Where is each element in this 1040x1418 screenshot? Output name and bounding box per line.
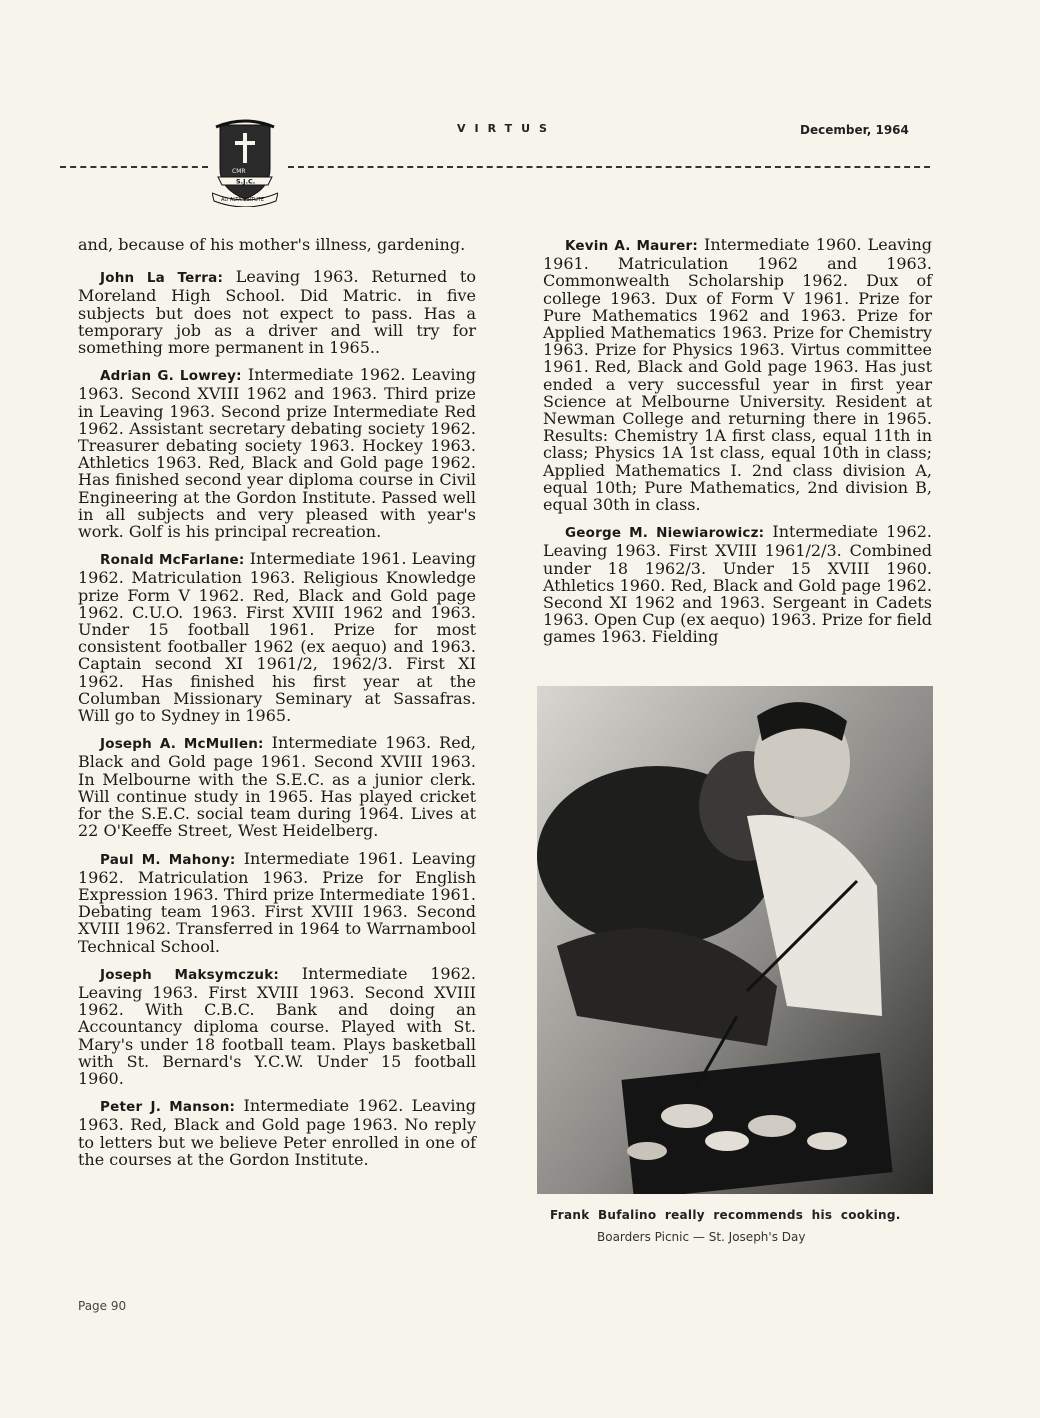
entry-paragraph: Kevin A. Maurer: Intermediate 1960. Leaving 1961. Matriculation 1962 and 1963. Commonwealth Scholarship 1962. Dux of college 1963. Dux of Form V 1961. Prize for Pure Mathematics 1962 and 1963. Prize for Applied Mathematics 1963. Prize for Chemistry 1963. Prize for Physics 1963. Virtus committee 1961. Red, Black and Gold page 1963. Has just ended a very successful year in first year Science at Melbourne University. Resident at Newman College and returning there in 1965. Results: Chemistry 1A first class, equal 11th in class; Physics 1A 1st class, equal 10th in class; Applied Mathematics I. 2nd class division A, equal 10th; Pure Mathematics, 2nd division B, equal 30th in class.	[543, 235, 932, 515]
header-rule-right	[288, 166, 930, 168]
entry-name: John La Terra:	[100, 270, 224, 287]
entry-paragraph: and, because of his mother's illness, gardening.	[78, 235, 466, 254]
entry-name: Kevin A. Maurer:	[565, 238, 698, 254]
photo-subcaption: Boarders Picnic — St. Joseph's Day	[597, 1230, 806, 1244]
magazine-title: VIRTUS	[457, 122, 556, 135]
entry-paragraph: Joseph A. McMullen: Intermediate 1963. Red, Black and Gold page 1961. Second XVIII 1963. In Melbourne with the S.E.C. as a junior clerk. Will continue study in 1965. Has played cricket for the S.E.C. social team during 1964. Lives at 22 O'Keeffe Street, West Heidelberg.	[78, 733, 476, 841]
entry-name: Joseph Maksymczuk:	[100, 966, 280, 983]
entry-name: George M. Niewiarowicz:	[565, 525, 765, 542]
right-column	[543, 236, 932, 656]
crest-ribbon-text: S.J.C.	[236, 177, 256, 186]
entry-name: Paul M. Mahony:	[100, 851, 236, 868]
issue-date: December, 1964	[800, 123, 909, 137]
entry-paragraph: Ronald McFarlane: Intermediate 1961. Leaving 1962. Matriculation 1963. Religious Knowledge prize Form V 1962. Red, Black and Gold page 1962. C.U.O. 1963. First XVIII 1962 and 1963. Under 15 football 1961. Prize for most consistent footballer 1962 (ex aequo) and 1963. Captain second XI 1961/2, 1962/3. First XI 1962. Has finished his first year at the Columban Missionary Seminary at Sassafras. Will go to Sydney in 1965.	[78, 549, 476, 726]
entry-name: Peter J. Manson:	[100, 1099, 236, 1116]
entry-name: Ronald McFarlane:	[100, 552, 245, 569]
college-crest-icon	[212, 117, 278, 207]
entry-paragraph: Paul M. Mahony: Intermediate 1961. Leaving 1962. Matriculation 1963. Prize for English Expression 1963. Third prize Intermediate 1961. Debating team 1963. First XVIII 1963. Second XVIII 1962. Transferred in 1964 to Warrnambool Technical School.	[78, 848, 476, 956]
entry-paragraph: Peter J. Manson: Intermediate 1962. Leaving 1963. Red, Black and Gold page 1963. No reply to letters but we believe Peter enrolled in one of the courses at the Gordon Institute.	[78, 1096, 476, 1169]
header-rule-left	[60, 166, 208, 168]
entry-paragraph: George M. Niewiarowicz: Intermediate 1962. Leaving 1963. First XVIII 1961/2/3. Combined under 18 1962/3. Under 15 XVIII 1960. Athletics 1960. Red, Black and Gold page 1962. Second XI 1962 and 1963. Sergeant in Cadets 1963. Open Cup (ex aequo) 1963. Prize for field games 1963. Fielding	[543, 522, 932, 647]
photo-caption: Frank Bufalino really recommends his cooking.	[550, 1208, 901, 1222]
entry-name: Adrian G. Lowrey:	[100, 368, 242, 385]
crest-motto: AD ALTA VIRTUTE	[221, 197, 264, 203]
picnic-photo	[537, 686, 933, 1194]
entry-paragraph: John La Terra: Leaving 1963. Returned to Moreland High School. Did Matric. in five subjects but does not expect to pass. Has a temporary job as a driver and will try for something more permanent in 1965..	[78, 267, 476, 358]
page-number: Page 90	[78, 1299, 127, 1313]
crest-shield-text: CMR	[232, 168, 246, 175]
entry-paragraph: Adrian G. Lowrey: Intermediate 1962. Leaving 1963. Second XVIII 1962 and 1963. Third prize in Leaving 1963. Second prize Intermediate Red 1962. Assistant secretary debating society 1962. Treasurer debating society 1963. Hockey 1963. Athletics 1963. Red, Black and Gold page 1962. Has finished second year diploma course in Civil Engineering at the Gordon Institute. Passed well in all subjects and very pleased with year's work. Golf is his principal recreation.	[78, 365, 476, 542]
entry-paragraph: Joseph Maksymczuk: Intermediate 1962. Leaving 1963. First XVIII 1963. Second XVIII 1962. With C.B.C. Bank and doing an Accountancy diploma course. Played with St. Mary's under 18 football team. Plays basketball with St. Bernard's Y.C.W. Under 15 football 1960.	[78, 963, 476, 1088]
left-column	[78, 236, 476, 1178]
entry-name: Joseph A. McMullen:	[100, 736, 264, 753]
